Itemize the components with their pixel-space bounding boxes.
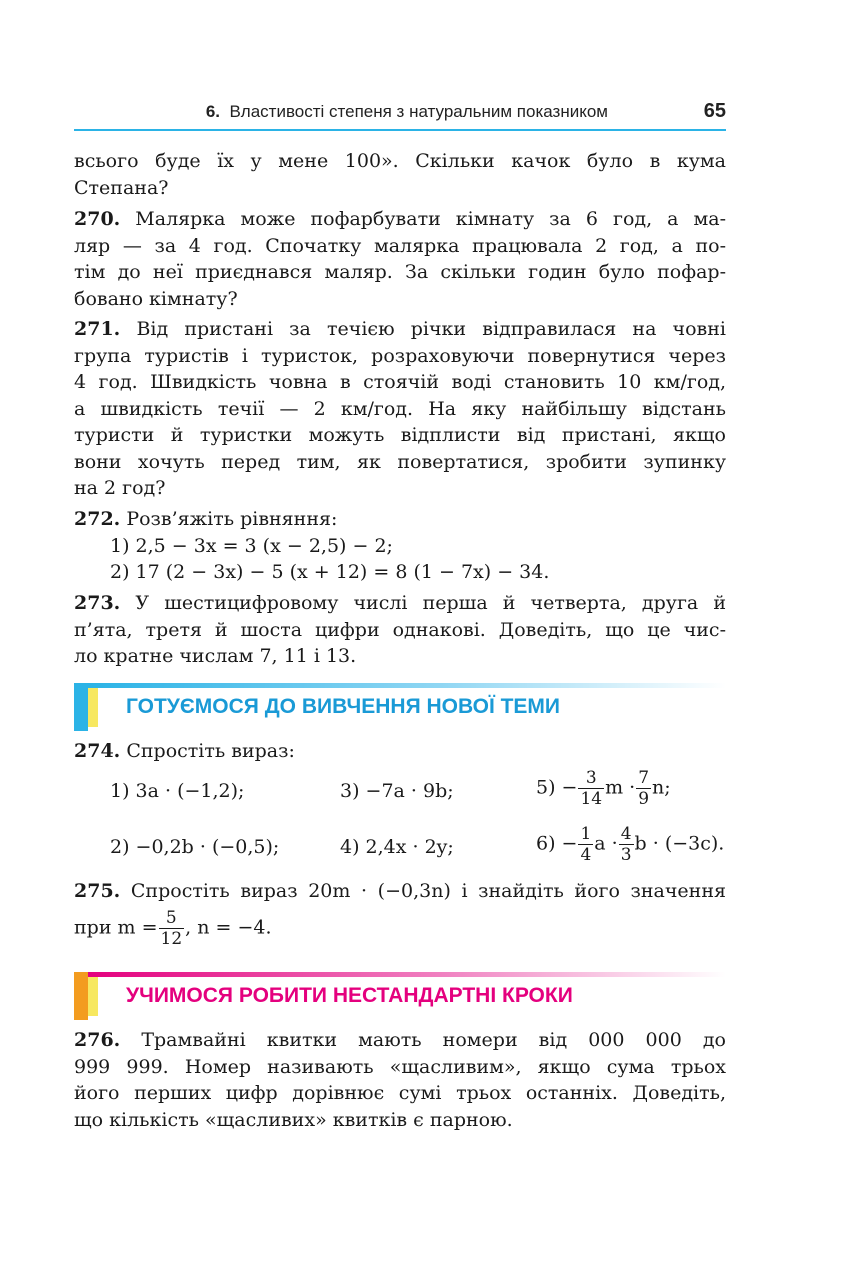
equation-1: 1) 2,5 − 3x = 3 (x − 2,5) − 2; [110,534,393,557]
chapter-title: Властивості степеня з натуральним показником [229,102,608,121]
expression-middle: m · [605,776,636,799]
problem-275-values [74,908,272,949]
expression-end: b · (−3c). [634,832,725,855]
problem-line: ляр — за 4 год. Спочатку малярка працювала 2 год, а по- [74,234,726,257]
expression-5 [536,768,671,809]
fraction-numerator: 3 [585,768,597,788]
problem-line: ло кратне числам 7, 11 і 13. [74,645,357,667]
problem-text: У шестицифровому числі перша й четверта, друга й [135,592,726,614]
fraction-denominator: 3 [620,845,632,865]
problem-text: Спростіть вираз: [126,740,295,762]
fraction-denominator: 12 [160,929,183,949]
problem-line [74,1027,726,1054]
fraction-denominator: 4 [580,845,592,865]
expression-prefix: 6) − [536,832,578,855]
problem-276 [74,1027,726,1133]
problem-275 [74,878,726,905]
problem-line [74,738,726,765]
fraction [159,908,185,949]
fraction [636,768,651,809]
problem-line: що кількість «щасливих» квитків є парною. [74,1108,513,1131]
problem-271 [74,316,726,502]
value-prefix: при m = [74,916,158,939]
section-marker-accent [88,976,98,1016]
expression-4: 4) 2,4x · 2y; [340,836,454,858]
fraction [578,824,593,865]
section-marker-accent [88,687,98,727]
chapter-heading [206,102,608,122]
fraction-denominator: 14 [580,789,603,809]
problem-number: 275. [74,880,121,902]
fraction-denominator: 9 [638,789,650,809]
fraction [578,768,604,809]
fraction-numerator: 4 [620,824,632,844]
page-header [74,98,726,132]
section-title: УЧИМОСЯ РОБИТИ НЕСТАНДАРТНІ КРОКИ [126,984,573,1007]
fraction-numerator: 1 [580,824,592,844]
expression-prefix: 5) − [536,776,578,799]
problem-line: на 2 год? [74,477,166,499]
problem-line: а швидкість течії — 2 км/год. На яку найбільшу відстань [74,397,726,420]
problem-line: вони хочуть перед тим, як повертатися, зробити зупинку [74,450,726,473]
section-title: ГОТУЄМОСЯ ДО ВИВЧЕННЯ НОВОЇ ТЕМИ [126,695,561,718]
problem-text: Трамвайні квитки мають номери від 000 000 до [141,1029,726,1051]
section-strip [88,683,726,688]
section-marker [74,972,88,1020]
expression-6 [536,824,724,865]
header-divider [74,129,726,131]
expression-3: 3) −7a · 9b; [340,780,454,802]
intro-line: Степана? [74,176,169,199]
fraction-numerator: 7 [638,768,650,788]
problem-number: 270. [74,208,121,230]
problem-line: бовано кімнату? [74,287,238,310]
problem-text: Розв’яжіть рівняння: [126,508,338,530]
problem-number: 274. [74,740,121,762]
problem-line: тім до неї приєднався маляр. За скільки годин було пофар- [74,261,726,283]
problem-272 [74,506,726,586]
problem-line [74,590,726,617]
problem-text: Спростіть вираз 20m · (−0,3n) і знайдіть його значення [130,880,726,902]
problem-number: 273. [74,592,121,614]
intro-line: всього буде їх у мене 100». Скільки качок було в кума [74,150,726,172]
problem-line: туристи й туристки можуть відплисти від пристані, якщо [74,424,726,446]
problem-line: його перших цифр дорівнює сумі трьох останніх. Доведіть, [74,1082,726,1104]
value-suffix: , n = −4. [185,916,272,939]
problem-273 [74,590,726,670]
section-heading-nonstandard [74,972,726,1020]
fraction [619,824,634,865]
problem-text: Від пристані за течією річки відправилася на човні [136,318,726,340]
intro-paragraph [74,148,726,201]
problem-number: 276. [74,1029,121,1051]
section-marker [74,683,88,731]
equation-2: 2) 17 (2 − 3x) − 5 (x + 12) = 8 (1 − 7x) − 34. [110,561,550,583]
problem-line: 999 999. Номер називають «щасливим», якщо сума трьох [74,1055,726,1078]
fraction-numerator: 5 [165,908,177,928]
problem-line: 4 год. Швидкість човна в стоячій воді становить 10 км/год, [74,371,726,393]
chapter-number: 6. [205,102,220,121]
problem-line [74,878,726,905]
problem-line [74,506,726,533]
problem-number: 271. [74,318,121,340]
section-heading-new-topic [74,683,726,731]
problem-line [74,206,726,233]
problem-274 [74,738,726,765]
problem-number: 272. [74,508,121,530]
page-number: 65 [703,100,726,122]
problem-line: група туристів і туристок, розраховуючи повернутися через [74,344,726,367]
expression-1: 1) 3a · (−1,2); [110,780,245,802]
expression-2: 2) −0,2b · (−0,5); [110,836,280,858]
section-strip [88,972,726,977]
problem-line: п’ята, третя й шоста цифри однакові. Доведіть, що це чис- [74,618,726,641]
problem-text: Малярка може пофарбувати кімнату за 6 год, а ма- [135,208,726,230]
expression-middle: a · [594,832,618,855]
problem-270 [74,206,726,312]
expression-end: n; [652,776,671,799]
problem-line [74,316,726,343]
